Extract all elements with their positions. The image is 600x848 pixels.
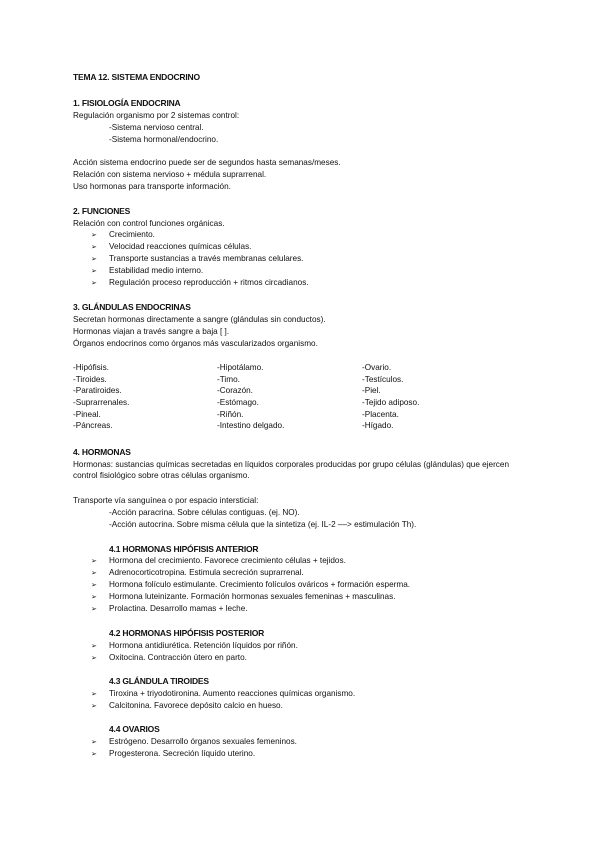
section-1-item: -Sistema nervioso central.: [109, 123, 204, 132]
section-2-heading: 2. FUNCIONES: [73, 206, 131, 216]
arrow-bullet-icon: ➢: [91, 691, 97, 698]
section-1-intro: Regulación organismo por 2 sistemas control:: [73, 111, 240, 120]
arrow-bullet-icon: ➢: [91, 739, 97, 746]
arrow-bullet-icon: ➢: [91, 256, 97, 263]
gland-item: -Pineal.: [73, 409, 101, 419]
gland-item: -Ovario.: [362, 363, 392, 372]
bullet-item: ➢ Estrógeno. Desarrollo órganos sexuales femeninos.: [91, 737, 297, 746]
bullet-item: ➢ Hormona folículo estimulante. Crecimiento folículos ováricos + formación esperma.: [91, 580, 411, 589]
arrow-bullet-icon: ➢: [91, 558, 97, 565]
bullet-item: ➢ Hormona antidiurética. Retención líquidos por riñón.: [91, 641, 298, 650]
section-3-line: Órganos endocrinos como órganos más vascularizados organismo.: [73, 339, 318, 348]
bullet-item: ➢ Oxitocina. Contracción útero en parto.: [91, 653, 247, 662]
transport-line: Transporte vía sanguínea o por espacio intersticial:: [73, 496, 259, 505]
bullet-item: ➢ Hormona luteinizante. Formación hormonas sexuales femeninas + masculinas.: [91, 592, 396, 601]
gland-column-3: [362, 362, 419, 432]
gland-item: -Piel.: [362, 386, 381, 396]
arrow-bullet-icon: ➢: [91, 582, 97, 589]
section-1-line: Acción sistema endocrino puede ser de segundos hasta semanas/meses.: [73, 158, 341, 167]
section-4-heading: 4. HORMONAS: [73, 447, 131, 457]
gland-item: -Intestino delgado.: [217, 421, 285, 431]
bullet-item: ➢ Adrenocorticotropina. Estimula secreción suprarrenal.: [91, 568, 304, 577]
arrow-bullet-icon: ➢: [91, 280, 97, 287]
gland-item: -Placenta.: [362, 409, 399, 419]
gland-item: -Testículos.: [362, 374, 404, 384]
gland-item: -Suprarrenales.: [73, 398, 130, 408]
section-3-heading: 3. GLÁNDULAS ENDOCRINAS: [73, 302, 191, 312]
hormone-definition: Hormonas: sustancias químicas secretadas en líquidos corporales producidas por grupo células (glándulas) que ejercen control fisiológico sobre otras células organismo.: [73, 460, 509, 480]
arrow-bullet-icon: ➢: [91, 643, 97, 650]
gland-item: -Tiroides.: [73, 374, 107, 384]
arrow-bullet-icon: ➢: [91, 655, 97, 662]
gland-item: -Timo.: [217, 374, 240, 384]
gland-column-2: [217, 362, 284, 432]
gland-item: -Paratiroides.: [73, 386, 122, 396]
arrow-bullet-icon: ➢: [91, 268, 97, 275]
bullet-item: ➢ Progesterona. Secreción líquido uterino.: [91, 749, 256, 758]
section-3-line: Hormonas viajan a través sangre a baja [ ].: [73, 327, 230, 336]
document-title: TEMA 12. SISTEMA ENDOCRINO: [73, 72, 200, 82]
section-1-line: Uso hormonas para transporte información.: [73, 182, 231, 191]
gland-item: -Riñón.: [217, 409, 244, 419]
transport-item: -Acción paracrina. Sobre células contiguas. (ej. NO).: [109, 508, 300, 517]
subsection-4-2-heading: 4.2 HORMONAS HIPÓFISIS POSTERIOR: [109, 628, 265, 638]
arrow-bullet-icon: ➢: [91, 232, 97, 239]
bullet-item: ➢ Regulación proceso reproducción + ritmos circadianos.: [91, 278, 309, 287]
section-2-intro: Relación con control funciones orgánicas.: [73, 219, 225, 228]
bullet-item: ➢ Estabilidad medio interno.: [91, 266, 204, 275]
gland-item: -Tejido adiposo.: [362, 398, 420, 408]
bullet-item: ➢ Velocidad reacciones químicas células.: [91, 242, 252, 251]
section-1-item: -Sistema hormonal/endocrino.: [109, 135, 219, 144]
bullet-item: ➢ Hormona del crecimiento. Favorece crecimiento células + tejidos.: [91, 556, 346, 565]
gland-item: -Hipófisis.: [73, 363, 109, 372]
section-3-line: Secretan hormonas directamente a sangre (glándulas sin conductos).: [73, 315, 326, 324]
gland-item: -Hígado.: [362, 421, 394, 431]
arrow-bullet-icon: ➢: [91, 606, 97, 613]
subsection-4-3-heading: 4.3 GLÁNDULA TIROIDES: [109, 676, 209, 686]
bullet-item: ➢ Crecimiento.: [91, 230, 155, 239]
arrow-bullet-icon: ➢: [91, 570, 97, 577]
bullet-item: ➢ Transporte sustancias a través membranas celulares.: [91, 254, 304, 263]
gland-item: -Estómago.: [217, 398, 259, 408]
subsection-4-1-heading: 4.1 HORMONAS HIPÓFISIS ANTERIOR: [109, 544, 259, 554]
gland-item: -Hipotálamo.: [217, 363, 264, 372]
transport-item: -Acción autocrina. Sobre misma célula que la sintetiza (ej. IL-2 ––> estimulación Th).: [109, 520, 417, 529]
gland-item: -Páncreas.: [73, 421, 113, 431]
arrow-bullet-icon: ➢: [91, 244, 97, 251]
gland-column-1: [73, 362, 129, 432]
subsection-4-4-heading: 4.4 OVARIOS: [109, 724, 160, 734]
bullet-item: ➢ Tiroxina + triyodotironina. Aumento reacciones químicas organismo.: [91, 689, 356, 698]
section-1-heading: 1. FISIOLOGÍA ENDOCRINA: [73, 98, 181, 108]
gland-item: -Corazón.: [217, 386, 253, 396]
section-1-line: Relación con sistema nervioso + médula suprarrenal.: [73, 170, 267, 179]
arrow-bullet-icon: ➢: [91, 594, 97, 601]
arrow-bullet-icon: ➢: [91, 703, 97, 710]
arrow-bullet-icon: ➢: [91, 751, 97, 758]
bullet-item: ➢ Prolactina. Desarrollo mamas + leche.: [91, 604, 248, 613]
bullet-item: ➢ Calcitonina. Favorece depósito calcio en hueso.: [91, 701, 283, 710]
